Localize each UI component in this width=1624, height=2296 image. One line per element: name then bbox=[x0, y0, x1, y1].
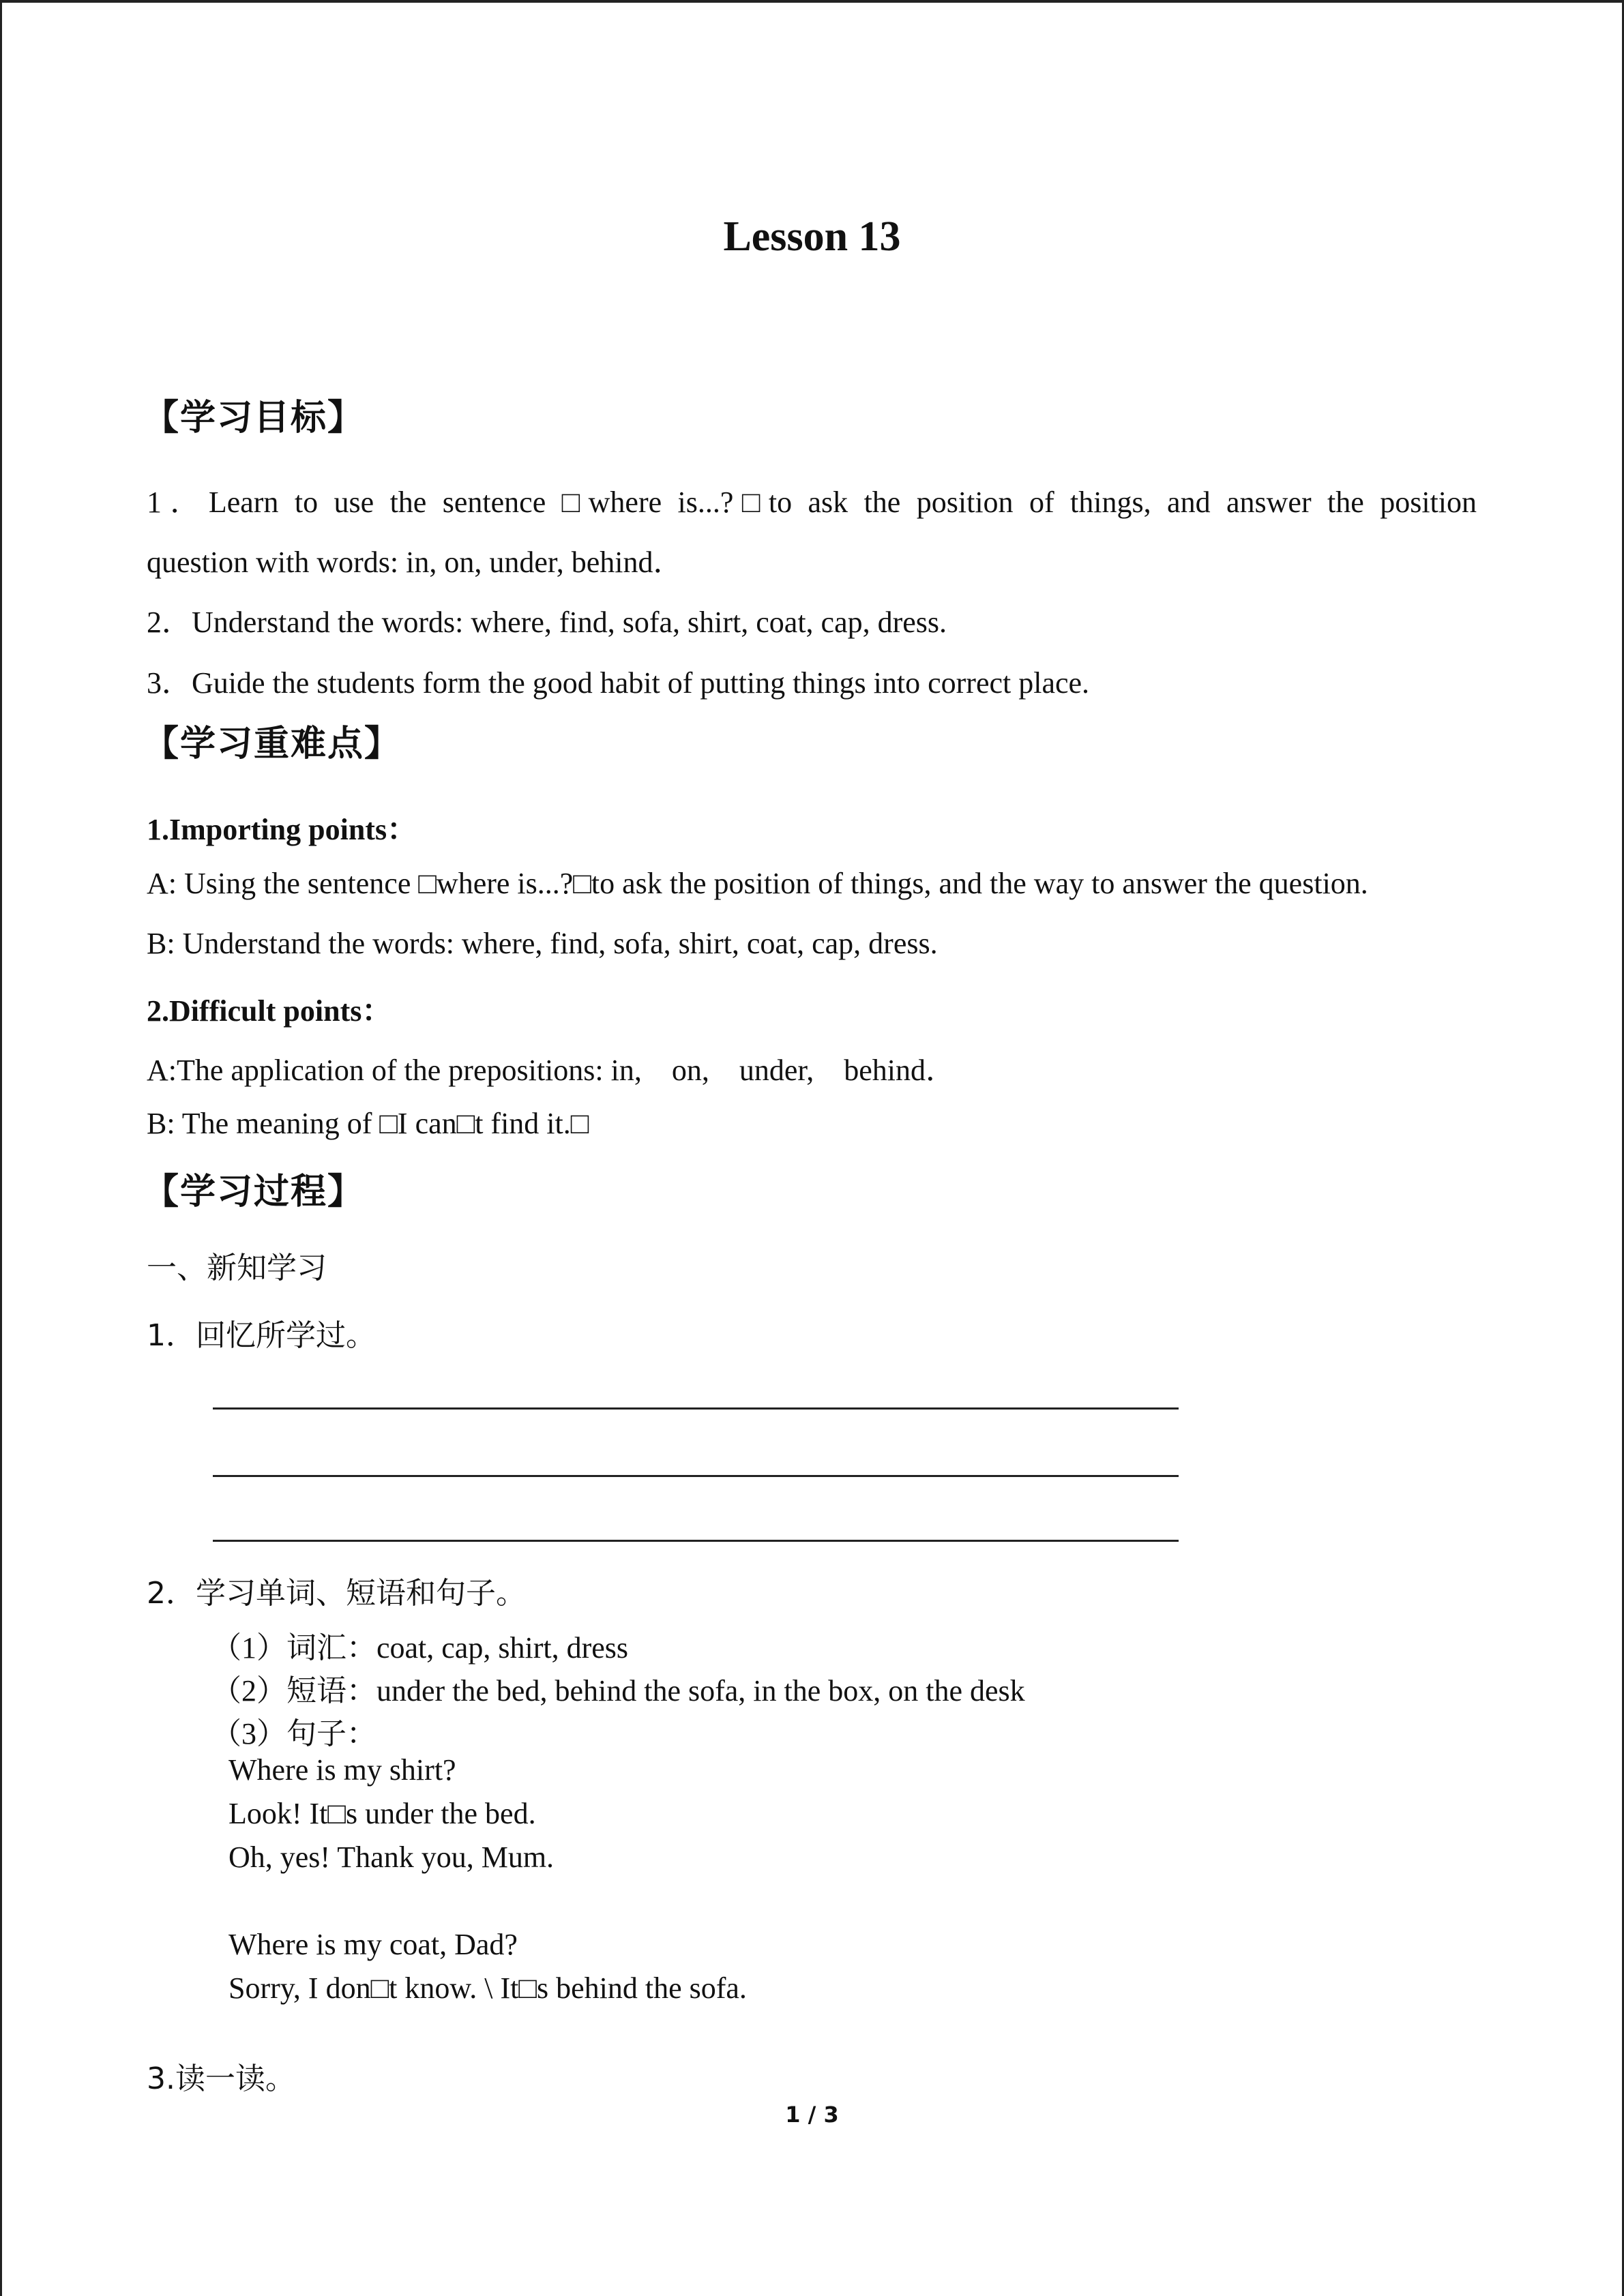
answer-blank-line-1 bbox=[213, 1407, 1179, 1410]
process-step-2: 2．学习单词、短语和句子。 bbox=[147, 1576, 526, 1611]
section-heading-key-points: 【学习重难点】 bbox=[143, 724, 402, 764]
process-part-1: 一、新知学习 bbox=[147, 1251, 327, 1285]
importing-points-heading: 1.Importing points： bbox=[147, 813, 417, 846]
goal-item-1-line-2: question with words: in, on, under, behind． bbox=[147, 546, 683, 579]
section-heading-process: 【学习过程】 bbox=[143, 1172, 365, 1212]
vocabulary-line: （1）词汇：coat, cap, shirt, dress bbox=[211, 1631, 628, 1665]
dialogue-2-line-2: Sorry, I don□t know. \ It□s behind the sofa. bbox=[228, 1971, 747, 2005]
process-step-1: 1．回忆所学过。 bbox=[147, 1318, 376, 1353]
answer-blank-line-2 bbox=[213, 1475, 1179, 1477]
difficult-point-b: B: The meaning of □I can□t find it.□ bbox=[147, 1107, 589, 1140]
goal-item-1-line-1: 1．Learn to use the sentence □where is...?□to ask the position of things, and answer the position bbox=[147, 486, 1477, 519]
goal-item-3: 3．Guide the students form the good habit of putting things into correct place. bbox=[147, 666, 1090, 700]
difficult-point-a: A:The application of the prepositions: in, on, under, behind． bbox=[147, 1054, 956, 1087]
goal-item-2: 2．Understand the words: where, find, sofa, shirt, coat, cap, dress. bbox=[147, 606, 947, 639]
phrases-line: （2）短语：under the bed, behind the sofa, in the box, on the desk bbox=[211, 1674, 1025, 1708]
dialogue-1-line-2: Look! It□s under the bed. bbox=[228, 1797, 536, 1830]
page-title: Lesson 13 bbox=[723, 213, 901, 260]
section-heading-goals: 【学习目标】 bbox=[143, 398, 365, 438]
dialogue-1-line-1: Where is my shirt? bbox=[228, 1753, 456, 1787]
answer-blank-line-3 bbox=[213, 1540, 1179, 1542]
dialogue-1-line-3: Oh, yes! Thank you, Mum. bbox=[228, 1840, 555, 1874]
difficult-points-heading: 2.Difficult points： bbox=[147, 994, 392, 1028]
importing-point-a: A: Using the sentence □where is...?□to ask the position of things, and the way to answer the question. bbox=[147, 867, 1368, 900]
sentences-label: （3）句子： bbox=[211, 1717, 377, 1750]
importing-point-b: B: Understand the words: where, find, sofa, shirt, coat, cap, dress. bbox=[147, 927, 938, 960]
dialogue-2-line-1: Where is my coat, Dad? bbox=[228, 1928, 518, 1961]
process-step-3: 3.读一读。 bbox=[147, 2061, 295, 2096]
page-number-footer: 1 / 3 bbox=[785, 2102, 839, 2128]
